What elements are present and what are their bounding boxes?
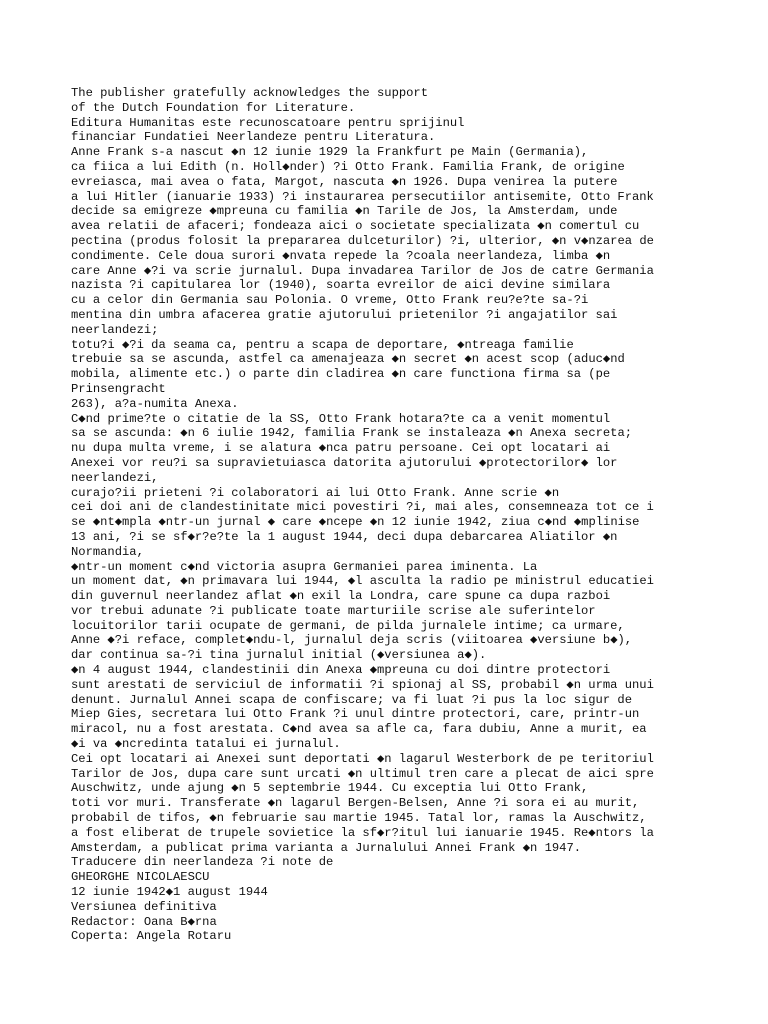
- text-line: sa se ascunda: ◆n 6 iulie 1942, familia Frank se instaleaza ◆n Anexa secreta;: [71, 426, 633, 441]
- text-line: Redactor: Oana B◆rna: [71, 914, 217, 929]
- text-line: Coperta: Angela Rotaru: [71, 929, 232, 944]
- text-line: sunt arestati de serviciul de informatii ?i spionaj al SS, probabil ◆n urma unui: [71, 677, 654, 692]
- text-line: Miep Gies, secretara lui Otto Frank ?i unul dintre protectori, care, printr-un: [71, 707, 640, 722]
- text-line: se ◆nt◆mpla ◆ntr-un jurnal ◆ care ◆ncepe ◆n 12 iunie 1942, ziua c◆nd ◆mplinise: [71, 515, 640, 530]
- text-line: trebuie sa se ascunda, astfel ca amenajeaza ◆n secret ◆n acest scop (aduc◆nd: [71, 352, 625, 367]
- text-line: Traducere din neerlandeza ?i note de: [71, 855, 334, 870]
- text-line: a fost eliberat de trupele sovietice la sf◆r?itul lui ianuarie 1945. Re◆ntors la: [71, 825, 654, 840]
- text-line: Anne ◆?i reface, complet◆ndu-l, jurnalul deja scris (viitoarea ◆versiune b◆),: [71, 633, 633, 648]
- text-line: evreiasca, mai avea o fata, Margot, nascuta ◆n 1926. Dupa venirea la putere: [71, 174, 618, 189]
- text-line: 263), a?a-numita Anexa.: [71, 396, 239, 411]
- text-line: Tarilor de Jos, dupa care sunt urcati ◆n ultimul tren care a plecat de aici spre: [71, 766, 654, 781]
- text-line: Anne Frank s-a nascut ◆n 12 iunie 1929 la Frankfurt pe Main (Germania),: [71, 145, 589, 160]
- text-line: toti vor muri. Transferate ◆n lagarul Bergen-Belsen, Anne ?i sora ei au murit,: [71, 796, 640, 811]
- text-line: ◆i va ◆ncredinta tatalui ei jurnalul.: [71, 737, 341, 752]
- text-line: C◆nd prime?te o citatie de la SS, Otto Frank hotara?te ca a venit momentul: [71, 411, 611, 426]
- text-line: decide sa emigreze ◆mpreuna cu familia ◆n Tarile de Jos, la Amsterdam, unde: [71, 204, 618, 219]
- text-line: Normandia,: [71, 544, 144, 559]
- text-line: GHEORGHE NICOLAESCU: [71, 870, 210, 885]
- text-line: locuitorilor tarii ocupate de germani, de pilda jurnalele intime; ca urmare,: [71, 618, 625, 633]
- text-line: condimente. Cele doua surori ◆nvata repede la ?coala neerlandeza, limba ◆n: [71, 248, 611, 263]
- text-line: curajo?ii prieteni ?i colaboratori ai lui Otto Frank. Anne scrie ◆n: [71, 485, 560, 500]
- text-line: of the Dutch Foundation for Literature.: [71, 100, 356, 115]
- text-line: Prinsengracht: [71, 381, 166, 396]
- text-line: Amsterdam, a publicat prima varianta a Jurnalului Annei Frank ◆n 1947.: [71, 840, 582, 855]
- text-line: Versiunea definitiva: [71, 899, 217, 914]
- text-line: un moment dat, ◆n primavara lui 1944, ◆l asculta la radio pe ministrul educatiei: [71, 574, 654, 589]
- text-line: cu a celor din Germania sau Polonia. O vreme, Otto Frank reu?e?te sa-?i: [71, 293, 589, 308]
- text-line: Auschwitz, unde ajung ◆n 5 septembrie 1944. Cu exceptia lui Otto Frank,: [71, 781, 589, 796]
- text-line: miracol, nu a fost arestata. C◆nd avea sa afle ca, fara dubiu, Anne a murit, ea: [71, 722, 647, 737]
- text-line: ◆n 4 august 1944, clandestinii din Anexa ◆mpreuna cu doi dintre protectori: [71, 663, 611, 678]
- text-line: denunt. Jurnalul Annei scapa de confiscare; va fi luat ?i pus la loc sigur de: [71, 692, 632, 707]
- text-line: nu dupa multa vreme, i se alatura ◆nca patru persoane. Cei opt locatari ai: [71, 441, 611, 456]
- text-line: nazista ?i capitularea lor (1940), soarta evreilor de aici devine similara: [71, 278, 611, 293]
- text-line: pectina (produs folosit la prepararea dulceturilor) ?i, ulterior, ◆n v◆nzarea de: [71, 233, 654, 248]
- text-line: neerlandezi,: [71, 470, 159, 485]
- text-line: probabil de tifos, ◆n februarie sau martie 1945. Tatal lor, ramas la Auschwitz,: [71, 811, 647, 826]
- text-line: ◆ntr-un moment c◆nd victoria asupra Germaniei parea iminenta. La: [71, 559, 538, 574]
- text-line: a lui Hitler (ianuarie 1933) ?i instaurarea persecutiilor antisemite, Otto Frank: [71, 189, 654, 204]
- text-line: vor trebui adunate ?i publicate toate marturiile scrise ale suferintelor: [71, 603, 596, 618]
- text-line: mentina din umbra afacerea gratie ajutorului prietenilor ?i angajatilor sai: [71, 307, 618, 322]
- text-line: ca fiica a lui Edith (n. Holl◆nder) ?i Otto Frank. Familia Frank, de origine: [71, 159, 625, 174]
- text-line: dar continua sa-?i tina jurnalul initial (◆versiunea a◆).: [71, 648, 487, 663]
- text-line: 12 iunie 1942◆1 august 1944: [71, 885, 268, 900]
- text-line: The publisher gratefully acknowledges the support: [71, 86, 428, 100]
- text-line: Cei opt locatari ai Anexei sunt deportati ◆n lagarul Westerbork de pe teritoriul: [71, 751, 654, 766]
- text-line: Anexei vor reu?i sa supravietuiasca datorita ajutorului ◆protectorilor◆ lor: [71, 455, 618, 470]
- text-line: avea relatii de afaceri; fondeaza aici o societate specializata ◆n comertul cu: [71, 219, 640, 234]
- text-line: mobila, alimente etc.) o parte din cladirea ◆n care functiona firma sa (pe: [71, 367, 611, 382]
- text-line: neerlandezi;: [71, 322, 159, 337]
- text-line: cei doi ani de clandestinitate mici povestiri ?i, mai ales, consemneaza tot ce i: [71, 500, 654, 515]
- text-line: totu?i ◆?i da seama ca, pentru a scapa de deportare, ◆ntreaga familie: [71, 337, 574, 352]
- text-line: care Anne ◆?i va scrie jurnalul. Dupa invadarea Tarilor de Jos de catre Germania: [71, 263, 654, 278]
- text-line: Editura Humanitas este recunoscatoare pentru sprijinul: [71, 115, 465, 130]
- text-line: 13 ani, ?i se sf◆r?e?te la 1 august 1944, deci dupa debarcarea Aliatilor ◆n: [71, 529, 618, 544]
- text-line: financiar Fundatiei Neerlandeze pentru Literatura.: [71, 130, 436, 145]
- document-page: [71, 86, 761, 944]
- text-line: din guvernul neerlandez aflat ◆n exil la Londra, care spune ca dupa razboi: [71, 589, 611, 604]
